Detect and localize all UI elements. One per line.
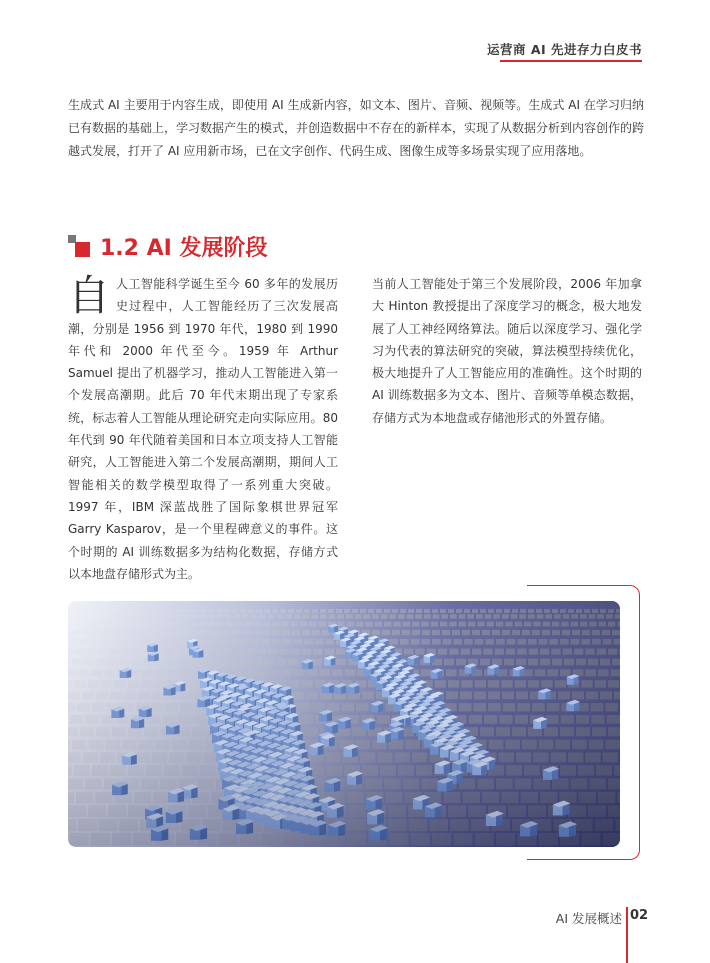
section-square-icon [68, 235, 90, 257]
header-rule [500, 60, 642, 62]
page-number: 02 [630, 908, 649, 923]
running-header: 运营商 AI 先进存力白皮书 [486, 42, 642, 57]
ai-cubes-illustration [68, 601, 620, 847]
dropcap: 自 [68, 271, 111, 320]
right-column: 当前人工智能处于第三个发展阶段，2006 年加拿大 Hinton 教授提出了深度学习的概念，极大地发展了人工神经网络算法。随后以深度学习、强化学习为代表的算法研究的突破，算法模型持续优化，极大地提升了人工智能应用的准确性。这个时期的 AI 训练数据多为文本、图片、音频等单模态数据，存储方式为本地盘或存储池形式的外置存储。 [372, 277, 642, 425]
ai-cubes-svg [68, 601, 620, 847]
section-title: 1.2 AI 发展阶段 [100, 235, 268, 261]
footer-chapter: AI 发展概述 [555, 911, 622, 926]
left-column [68, 273, 338, 585]
section-heading [68, 230, 268, 262]
footer-rule [626, 907, 628, 963]
intro-paragraph: 生成式 AI 主要用于内容生成，即使用 AI 生成新内容，如文本、图片、音频、视频等。生成式 AI 在学习归纳已有数据的基础上，学习数据产生的模式，并创造数据中不存在的新样本，实现了从数据分析到内容创作的跨越式发展，打开了 AI 应用新市场，已在文字创作、代码生成、图像生成等多场景实现了应用落地。 [68, 98, 645, 158]
left-column-text: 人工智能科学诞生至今 60 多年的发展历史过程中，人工智能经历了三次发展高潮，分别是 1956 到 1970 年代，1980 到 1990 年代和 2000 年代至今。1959 年 Arthur Samuel 提出了机器学习，推动人工智能进入第一个发展高潮期。此后 70 年代末期出现了专家系统，标志着人工智能从理论研究走向实际应用。80 年代到 90 年代随着美国和日本立项支持人工智能研究，人工智能进入第二个发展高潮期，期间人工智能相关的数学模型取得了一系列重大突破。1997 年，IBM 深蓝战胜了国际象棋世界冠军 Garry Kasparov，是一个里程碑意义的事件。这个时期的 AI 训练数据多为结构化数据，存储方式以本地盘存储形式为主。 [68, 277, 338, 581]
